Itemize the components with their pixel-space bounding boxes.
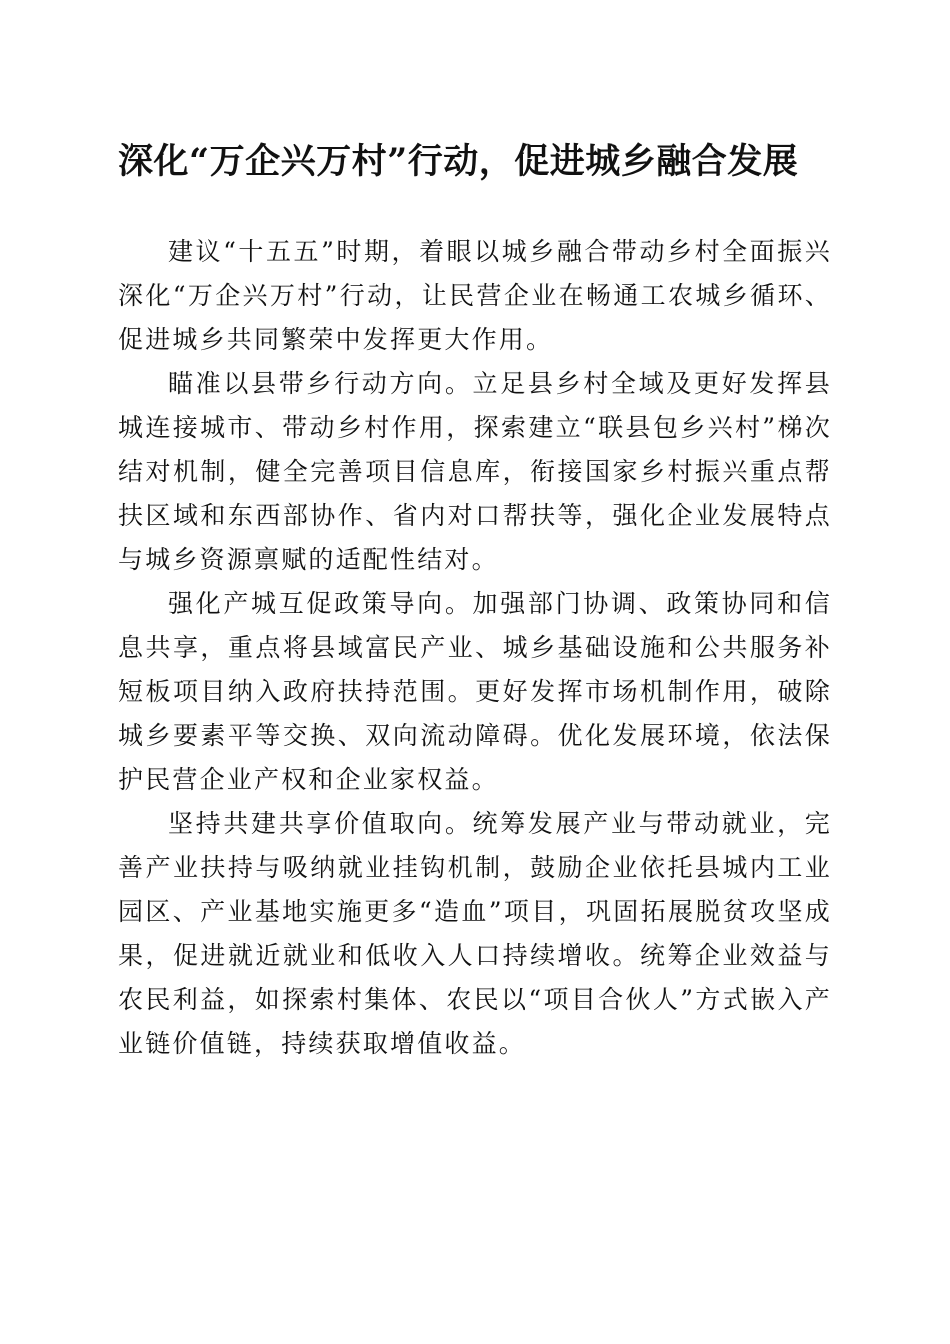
paragraph-policy: 强化产城互促政策导向。加强部门协调、政策协同和信息共享，重点将县域富民产业、城乡基础设施和公共服务补短板项目纳入政府扶持范围。更好发挥市场机制作用，破除城乡要素平等交换、双向流动障碍。优化发展环境，依法保护民营企业产权和企业家权益。 [118, 589, 832, 794]
paragraph-shared-value: 坚持共建共享价值取向。统筹发展产业与带动就业，完善产业扶持与吸纳就业挂钩机制，鼓励企业依托县城内工业园区、产业基地实施更多“造血”项目，巩固拓展脱贫攻坚成果，促进就近就业和低收入人口持续增收。统筹企业效益与农民利益，如探索村集体、农民以“项目合伙人”方式嵌入产业链价值链，持续获取增值收益。 [118, 809, 832, 1058]
paragraph-county-led: 瞄准以县带乡行动方向。立足县乡村全域及更好发挥县城连接城市、带动乡村作用，探索建立“联县包乡兴村”梯次结对机制，健全完善项目信息库，衔接国家乡村振兴重点帮扶区域和东西部协作、省内对口帮扶等，强化企业发展特点与城乡资源禀赋的适配性结对。 [118, 369, 832, 574]
document-title: 深化“万企兴万村”行动，促进城乡融合发展 [118, 141, 799, 182]
document-body [118, 230, 832, 1066]
paragraph-intro: 建议“十五五”时期，着眼以城乡融合带动乡村全面振兴深化“万企兴万村”行动，让民营企业在畅通工农城乡循环、促进城乡共同繁荣中发挥更大作用。 [118, 237, 832, 354]
